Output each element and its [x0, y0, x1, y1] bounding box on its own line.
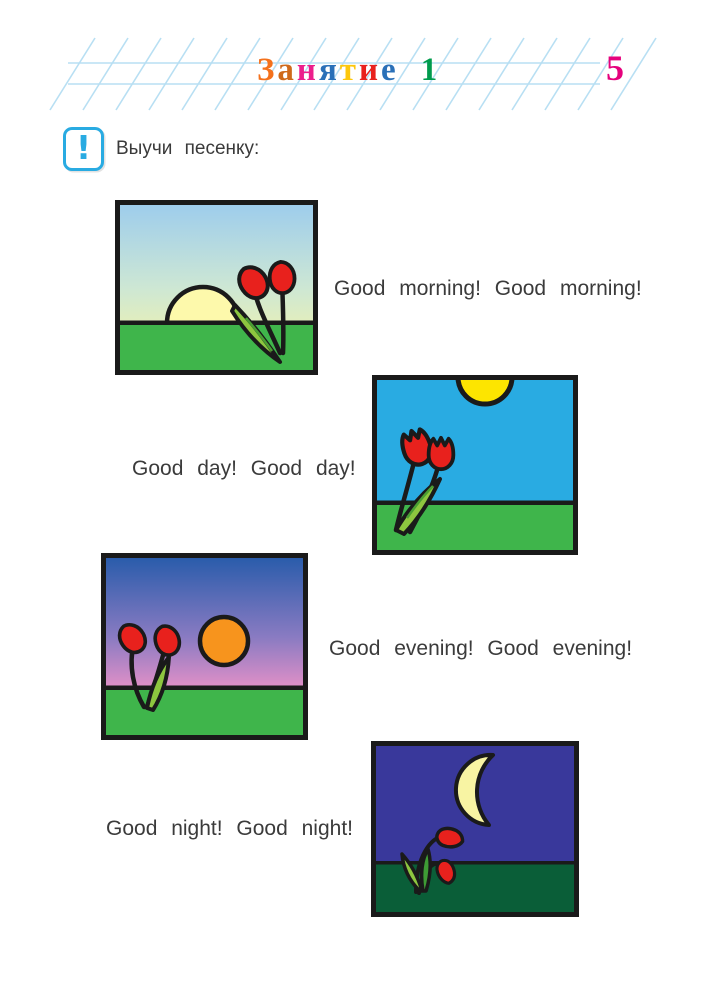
page-number: 5: [606, 48, 624, 88]
scene-image-evening: [101, 553, 308, 740]
exclamation-icon: [63, 127, 104, 171]
horizon-line: [377, 501, 573, 506]
caption-night: Good night! Good night!: [106, 817, 353, 840]
scene-image-morning: [115, 200, 318, 375]
setting-sun-icon: [200, 617, 248, 665]
caption-evening: Good evening! Good evening!: [329, 637, 633, 660]
exclamation-glyph: !: [75, 128, 92, 167]
title-letter: а: [277, 52, 297, 88]
title-letter: и: [359, 52, 382, 88]
evening-ground: [106, 688, 303, 735]
caption-morning: Good morning! Good morning!: [334, 277, 642, 300]
title-letter: З: [257, 52, 278, 88]
scene-image-night: [371, 741, 579, 917]
title-letter: т: [339, 52, 360, 88]
lesson-number: 1: [420, 52, 438, 88]
title-letter: н: [296, 52, 319, 88]
page-title: [257, 51, 437, 89]
caption-day: Good day! Good day!: [132, 457, 356, 480]
title-letter: е: [381, 52, 399, 88]
instruction-label: Выучи песенку:: [116, 138, 260, 159]
scene-image-day: [372, 375, 578, 555]
title-letter: я: [318, 52, 340, 88]
